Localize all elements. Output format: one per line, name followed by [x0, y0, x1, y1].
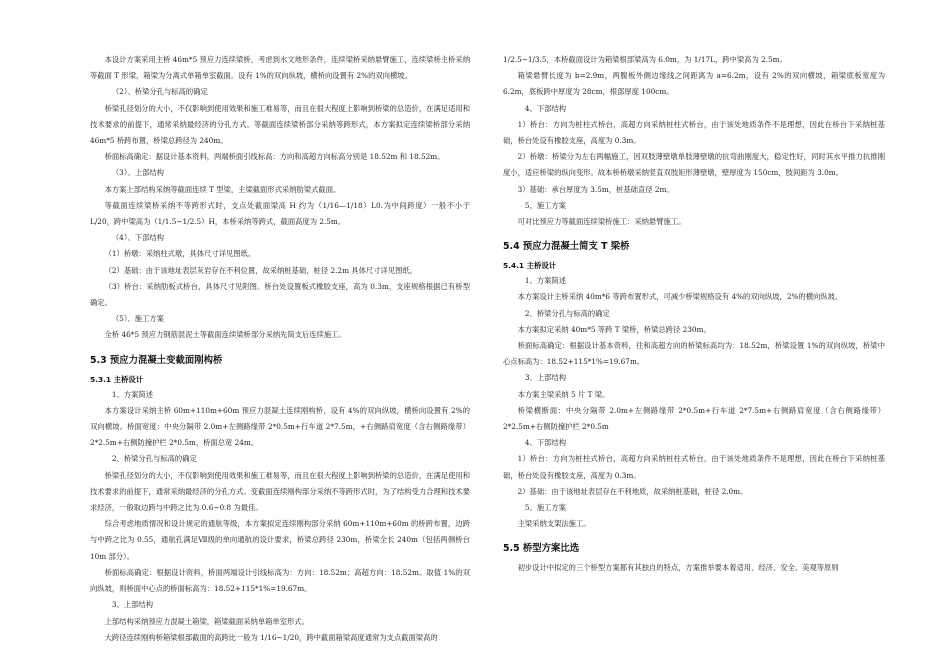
paragraph: 桥面标高确定：根据设计基本资料，往和高超方向的桥梁标高均为：18.52m，桥梁设置 1%的双向纵坡，桥梁中心点标高为：18.52+115*1%=19.67m。 [503, 341, 885, 367]
paragraph: 2）桥墩：桥梁分为左右两幅施工，因双肢薄壁墩单肢薄壁墩的抗弯曲刚度大，稳定性好，同时其水平推力抗推刚度小，适应桥梁的纵向变形。故本桥桥墩采纳竖直双肢矩形薄壁墩，壁厚度为 150cm，肢间距为 3.0m。 [503, 152, 885, 178]
right-column [503, 52, 885, 577]
paragraph: 本方案设计主桥采纳 40m*6 等跨布置形式，可减少桥梁规格设有 4%的双向纵坡，2%的横向纵坡。 [517, 292, 843, 302]
paragraph: 本方案设计采纳主桥 60m+110m+60m 预应力混凝土连续刚构桥，设有 4%的双向纵坡，横桥向设置有 2%的双向横坡。桥面宽度：中央分隔带 2.0m+左侧路缘带 2*0.5m+行车道 2*7.5m，+右侧路肩宽度（含右侧路缘带）2*2.5m+右侧防撞护栏 2*0.5m，桥面总宽 24m。 [90, 405, 470, 448]
paragraph: （5）、施工方案 [111, 314, 164, 324]
section-heading: 5.4 预应力混凝土简支 T 梁桥 [503, 241, 630, 253]
paragraph: 2、桥梁分孔与标高的确定 [111, 454, 197, 464]
paragraph: 4、下部结构 [524, 438, 567, 448]
paragraph: 上部结构采纳预应力混凝土箱梁，箱梁截面采纳单箱单室形式。 [104, 616, 309, 626]
paragraph: 大跨径连续刚构桥箱梁根部截面的高跨比一般为 1/16~1/20，跨中截面箱梁高度通常为支点截面梁高的 [104, 632, 438, 642]
paragraph: 桥梁孔径划分的大小，不仅影响到使用效果和施工难易等，而且在很大程度上影响到桥梁的总造价，在满足适用和技术要求的前提下，通常采纳最经济的分孔方式。等截面连续梁桥部分采纳等跨形式，本方案拟定连续梁桥部分采纳 46m*5 桥跨布置，桥梁总跨径为 240m。 [90, 103, 470, 146]
paragraph: 1）桥台：方向为桩柱式桥台，高超方向采纳桩柱式桥台，由于该处地质条件不是理想，因此在桥台下采纳桩基础，桥台处设有橡胶支座，高度为 0.3m。 [503, 119, 885, 146]
subsection-heading: 5.3.1 主桥设计 [90, 374, 144, 384]
paragraph: （2）基础：由于该地址表层灰岩存在不利位置，故采纳桩基础，桩径 2.2m 具体尺寸详见图纸。 [104, 265, 417, 275]
section-heading: 5.3 预应力混凝土变截面刚构桥 [90, 354, 223, 366]
paragraph: 桥梁横断面：中央分隔带 2.0m+左侧路缘带 2*0.5m+行车道 2*7.5m+右侧路肩宽度（含右侧路缘带）2*2.5m+右侧防撞护栏 2*0.5m [503, 405, 885, 432]
paragraph: 4、下部结构 [524, 103, 567, 113]
paragraph: （3）桥台：采纳肋板式桥台，具体尺寸见附图。桥台处设置板式橡胶支座，高为 0.3m，支座规格根据已有桥型确定。 [90, 281, 470, 308]
paragraph: 1、方案简述 [524, 276, 567, 286]
paragraph: 本方案上部结构采纳等截面连续 T 型梁，主梁截面形式采纳肋梁式截面。 [104, 184, 341, 194]
paragraph: 5、施工方案 [524, 503, 567, 513]
paragraph: 全桥 46*5 预应力钢筋混泥土等截面连续梁桥部分采纳先简支后连续施工。 [104, 330, 346, 340]
paragraph: （1）桥墩：采纳柱式墩，具体尺寸详见图纸。 [104, 249, 256, 259]
paragraph: 1）桥台：方向为桩柱式桥台，高超方向采纳桩柱式桥台，由于该处地质条件不是理想，因此在桥台下采纳桩基础，桥台处设有橡胶支座，高度为 0.3m。 [503, 454, 885, 480]
paragraph: 3、上部结构 [111, 600, 154, 610]
section-heading: 5.5 桥型方案比选 [503, 543, 580, 555]
paragraph: （3）、上部结构 [111, 168, 164, 178]
left-column [90, 52, 470, 646]
paragraph: 1、方案简述 [111, 389, 154, 399]
paragraph: 桥梁孔径划分的大小，不仅影响到使用效果和施工难易等，而且在很大程度上影响到桥梁的总造价，在满足使用和技术要求的前提下，通常采纳最经济的分孔方式。变截面连续刚构部分采纳不等跨形式时，为了结构受力合理和技术要求经济，一般取边跨与中跨之比为 0.6~0.8 为最佳。 [90, 470, 470, 513]
paragraph: 3）基础：承台厚度为 3.5m，桩基础直径 2m。 [517, 184, 674, 194]
paragraph: 综合考虑地质情况和设计规定的通航等级，本方案拟定连续刚构部分采纳 60m+110m+60m 的桥跨布置，边跨与中跨之比为 0.55，通航孔满足Ⅶ级的单向通航的设计要求，桥梁总跨径 230m，桥梁全长 240m（包括两侧桥台 10m 部分）。 [90, 519, 470, 561]
subsection-heading: 5.4.1 主桥设计 [503, 261, 557, 271]
paragraph: 等截面连续梁桥采纳不等跨形式时，支点处截面梁高 H 约为（1/16—1/18）L0.为中间跨度）一般不小于 L/20，跨中梁高为（1/1.5~1/2.5）H，本桥采纳等跨式，截面高度为 2.5m。 [90, 200, 470, 227]
paragraph: 主梁采纳支架法施工。 [517, 519, 591, 529]
paragraph: 5、施工方案 [524, 200, 567, 210]
paragraph: 初步设计中拟定的三个桥型方案都有其独自的特点，方案推举要本着适用、经济、安全、美观等原则 [517, 563, 839, 573]
paragraph: 3、上部结构 [524, 373, 567, 383]
paragraph: 本方案拟定采纳 40m*5 等跨 T 梁桥，桥梁总跨径 230m。 [517, 324, 711, 334]
paragraph: 2）基础：由于该地址表层存在不利地质，故采纳桩基础，桩径 2.0m。 [517, 486, 748, 496]
paragraph: （4）、下部结构 [111, 233, 164, 243]
paragraph: 1/2.5~1/3.5，本桥截面设计为箱梁根部梁高为 6.0m，为 1/17L，跨中梁高为 2.5m。 [503, 55, 787, 64]
paragraph: 本设计方案采用主桥 46m*5 预应力连续梁桥，考虑到水文地形条件，连续梁桥采纳悬臂施工，连续梁桥主桥采纳等截面 T 形梁，箱梁为分离式单箱单室截面。设有 1%的双向纵坡，横桥向设置有 2%的双向横坡。 [90, 55, 470, 81]
paragraph: 本方案主梁采纳 5 片 T 梁。 [517, 389, 610, 399]
paragraph: 桥面标高确定：根据设计资料，桥面两端设计引线标高为：方向：18.52m；高超方向：18.52m。取值 1%的双向纵坡，则桥面中心点的桥面标高为：18.52+115*1%=19.67m。 [90, 567, 470, 594]
paragraph: 2、桥梁分孔与标高的确定 [524, 308, 610, 318]
paragraph: （2）、桥梁分孔与标高的确定 [111, 87, 208, 97]
paragraph: 可对比预应力等截面连续梁桥施工：采纳悬臂施工。 [517, 217, 686, 227]
paragraph: 箱梁悬臂长度为 b=2.9m，两腹板外侧边缘线之间距离为 a=6.2m，设有 2%的双向横坡，箱梁底板宽度为 6.2m，底板跨中厚度为 28cm，根部厚度 100cm。 [503, 71, 885, 97]
paragraph: 桥面标高确定：据设计基本资料，两端桥面引线标高：方向和高超方向标高分别是 18.52m 和 18.52m。 [104, 152, 445, 162]
